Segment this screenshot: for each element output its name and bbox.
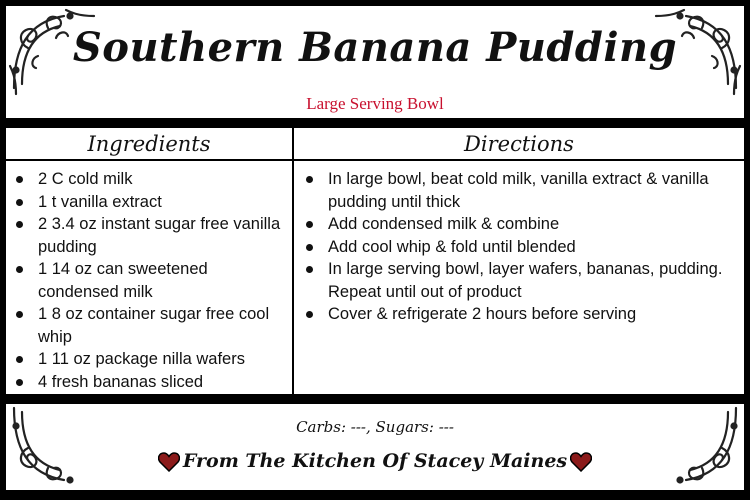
ingredient-item: 2 C cold milk — [12, 168, 290, 191]
recipe-table — [6, 128, 744, 394]
serving-subtitle: Large Serving Bowl — [306, 94, 444, 113]
ingredient-item: 1 8 oz container sugar free cool whip — [12, 303, 290, 348]
directions-list — [302, 168, 738, 326]
ingredients-list — [12, 168, 290, 393]
header-panel — [6, 6, 744, 118]
footer-panel — [6, 404, 744, 490]
recipe-title: Southern Banana Pudding — [72, 24, 678, 71]
ingredient-item: 1 t vanilla extract — [12, 191, 290, 214]
corner-flourish-icon — [654, 400, 742, 488]
direction-step: Add condensed milk & combine — [302, 213, 738, 236]
kitchen-credit — [6, 450, 744, 472]
ingredient-item: 1 14 oz can sweetened condensed milk — [12, 258, 290, 303]
nutrition-macros: Carbs: ---, Sugars: --- — [296, 418, 454, 436]
direction-step: Add cool whip & fold until blended — [302, 236, 738, 259]
heart-icon — [158, 452, 180, 472]
ingredient-item: 4 fresh bananas sliced — [12, 371, 290, 394]
corner-flourish-icon — [8, 400, 96, 488]
direction-step: In large serving bowl, layer wafers, bananas, pudding. Repeat until out of product — [302, 258, 738, 303]
direction-step: In large bowl, beat cold milk, vanilla extract & vanilla pudding until thick — [302, 168, 738, 213]
direction-step: Cover & refrigerate 2 hours before serving — [302, 303, 738, 326]
column-divider — [292, 128, 294, 394]
ingredients-heading: Ingredients — [6, 128, 292, 161]
credit-text: From The Kitchen Of Stacey Maines — [182, 450, 568, 472]
ingredient-item: 1 11 oz package nilla wafers — [12, 348, 290, 371]
heart-icon — [570, 452, 592, 472]
directions-heading: Directions — [294, 128, 744, 161]
ingredient-item: 2 3.4 oz instant sugar free vanilla pudding — [12, 213, 290, 258]
